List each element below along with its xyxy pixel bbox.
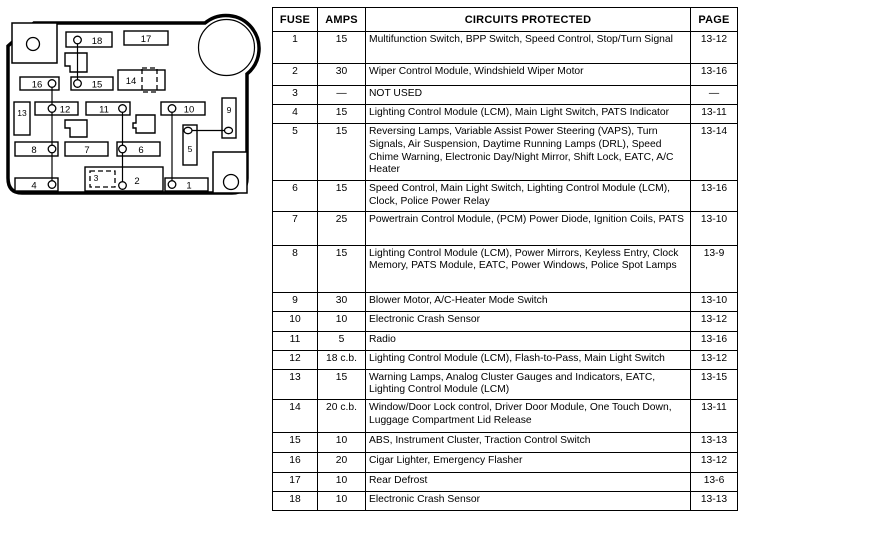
page-cell: 13-16 <box>691 181 738 212</box>
table-row <box>273 492 738 511</box>
fuse-label-13: 13 <box>17 108 27 118</box>
fuse-number-cell: 11 <box>273 331 318 350</box>
fuse-label-5: 5 <box>187 144 193 154</box>
page-cell: 13-12 <box>691 311 738 331</box>
mounting-hole-top-left <box>27 38 40 51</box>
table-row <box>273 32 738 64</box>
circuits-cell: Reversing Lamps, Variable Assist Power Steering (VAPS), Turn Signals, Air Suspension, Daytime Running Lamps (DRL), Speed Chime Warning, Electronic Day/Night Mirror, Shift Lock, EATC, A/C Heater <box>366 124 691 181</box>
fuse-label-4: 4 <box>31 180 37 192</box>
amps-cell: 30 <box>318 64 366 86</box>
fuse-number-cell: 16 <box>273 453 318 473</box>
terminal-circle-10 <box>168 105 176 113</box>
fuse-label-12: 12 <box>59 104 71 116</box>
fuse-label-10: 10 <box>183 104 195 116</box>
table-row <box>273 292 738 311</box>
page-cell: 13-15 <box>691 369 738 400</box>
amps-cell: 15 <box>318 369 366 400</box>
table-row <box>273 105 738 124</box>
table-row <box>273 453 738 473</box>
circuits-cell: Lighting Control Module (LCM), Main Light Switch, PATS Indicator <box>366 105 691 124</box>
fuse-label-6: 6 <box>138 145 144 156</box>
fuse-label-9: 9 <box>226 105 232 115</box>
fuse-number-cell: 17 <box>273 473 318 492</box>
fuse-label-2: 2 <box>134 176 140 187</box>
fuse-label-3: 3 <box>93 173 99 183</box>
amps-cell: 10 <box>318 433 366 453</box>
amps-cell: 25 <box>318 211 366 245</box>
page-cell: — <box>691 86 738 105</box>
column-header-page: PAGE <box>691 8 738 32</box>
terminal-circle-18 <box>74 36 82 44</box>
page-cell: 13-11 <box>691 105 738 124</box>
table-row <box>273 181 738 212</box>
circuits-cell: ABS, Instrument Cluster, Traction Control Switch <box>366 433 691 453</box>
fuse-number-cell: 7 <box>273 211 318 245</box>
page-cell: 13-10 <box>691 211 738 245</box>
fuse-label-16: 16 <box>31 79 43 91</box>
circuits-cell: Powertrain Control Module, (PCM) Power Diode, Ignition Coils, PATS <box>366 211 691 245</box>
fuse-number-cell: 6 <box>273 181 318 212</box>
amps-cell: 10 <box>318 492 366 511</box>
table-row <box>273 64 738 86</box>
circuits-cell: Lighting Control Module (LCM), Flash-to-Pass, Main Light Switch <box>366 350 691 369</box>
circuits-cell: Lighting Control Module (LCM), Power Mirrors, Keyless Entry, Clock Memory, PATS Module, EATC, Power Windows, Police Spot Lamps <box>366 245 691 292</box>
circuits-cell: Electronic Crash Sensor <box>366 311 691 331</box>
fuse-label-8: 8 <box>31 145 37 156</box>
circuits-cell: Window/Door Lock control, Driver Door Module, One Touch Down, Luggage Compartment Lid Release <box>366 400 691 433</box>
fuse-label-1: 1 <box>186 180 192 192</box>
fuse-label-11: 11 <box>99 104 109 116</box>
fuse-number-cell: 3 <box>273 86 318 105</box>
circuits-cell: Electronic Crash Sensor <box>366 492 691 511</box>
table-row <box>273 311 738 331</box>
relay-shape-c <box>133 115 155 133</box>
terminal-circle-2 <box>119 182 127 190</box>
amps-cell: 15 <box>318 181 366 212</box>
fuse-box-13 <box>14 102 30 135</box>
fuse-box-12 <box>35 102 78 115</box>
fuse-box-18 <box>66 32 112 47</box>
fuse-number-cell: 14 <box>273 400 318 433</box>
fuse-label-14: 14 <box>125 76 137 87</box>
terminal-circle-16 <box>48 80 56 88</box>
page-cell: 13-12 <box>691 350 738 369</box>
amps-cell: 15 <box>318 105 366 124</box>
terminal-circle-4 <box>48 181 56 189</box>
fuse-number-cell: 8 <box>273 245 318 292</box>
table-row <box>273 433 738 453</box>
column-header-amps: AMPS <box>318 8 366 32</box>
terminal-circle-11 <box>119 105 127 113</box>
fuse-number-cell: 10 <box>273 311 318 331</box>
table-row <box>273 350 738 369</box>
table-row <box>273 473 738 492</box>
page-cell: 13-6 <box>691 473 738 492</box>
fuse-number-cell: 12 <box>273 350 318 369</box>
page-cell: 13-13 <box>691 433 738 453</box>
table-row <box>273 211 738 245</box>
page-cell: 13-10 <box>691 292 738 311</box>
terminal-circle-12 <box>48 105 56 113</box>
terminal-circle-9 <box>225 127 233 133</box>
amps-cell: — <box>318 86 366 105</box>
terminal-circle-6 <box>119 145 127 153</box>
amps-cell: 30 <box>318 292 366 311</box>
column-header-circuits: CIRCUITS PROTECTED <box>366 8 691 32</box>
page-cell: 13-16 <box>691 331 738 350</box>
table-row <box>273 245 738 292</box>
amps-cell: 10 <box>318 311 366 331</box>
circuits-cell: Multifunction Switch, BPP Switch, Speed Control, Stop/Turn Signal <box>366 32 691 64</box>
page-cell: 13-14 <box>691 124 738 181</box>
table-row <box>273 86 738 105</box>
amps-cell: 15 <box>318 124 366 181</box>
amps-cell: 20 c.b. <box>318 400 366 433</box>
terminal-circle-8 <box>48 145 56 153</box>
mounting-hole-bottom-right <box>224 175 239 190</box>
fuse-number-cell: 1 <box>273 32 318 64</box>
fuse-number-cell: 18 <box>273 492 318 511</box>
fuse-number-cell: 4 <box>273 105 318 124</box>
page-cell: 13-13 <box>691 492 738 511</box>
table-row <box>273 400 738 433</box>
circuits-cell: Blower Motor, A/C-Heater Mode Switch <box>366 292 691 311</box>
fuse-label-17: 17 <box>140 34 152 45</box>
circuits-cell: Warning Lamps, Analog Cluster Gauges and Indicators, EATC, Lighting Control Module (LCM) <box>366 369 691 400</box>
circuits-cell: Speed Control, Main Light Switch, Lighting Control Module (LCM), Clock, Police Power Relay <box>366 181 691 212</box>
terminal-circle-15 <box>74 80 82 88</box>
amps-cell: 20 <box>318 453 366 473</box>
page-cell: 13-11 <box>691 400 738 433</box>
fuse-number-cell: 13 <box>273 369 318 400</box>
page-cell: 13-9 <box>691 245 738 292</box>
amps-cell: 18 c.b. <box>318 350 366 369</box>
table-header-row <box>273 8 738 32</box>
amps-cell: 5 <box>318 331 366 350</box>
fuse-number-cell: 2 <box>273 64 318 86</box>
page-cell: 13-12 <box>691 453 738 473</box>
fuse-label-18: 18 <box>91 36 103 47</box>
fuse-number-cell: 9 <box>273 292 318 311</box>
page-cell: 13-16 <box>691 64 738 86</box>
table-row <box>273 331 738 350</box>
circuits-cell: Wiper Control Module, Windshield Wiper Motor <box>366 64 691 86</box>
page-cell: 13-12 <box>691 32 738 64</box>
table-row <box>273 369 738 400</box>
circuits-cell: NOT USED <box>366 86 691 105</box>
fuse-number-cell: 15 <box>273 433 318 453</box>
column-header-fuse: FUSE <box>273 8 318 32</box>
circuits-cell: Radio <box>366 331 691 350</box>
amps-cell: 15 <box>318 245 366 292</box>
terminal-circle-1 <box>168 181 176 189</box>
circuits-cell: Rear Defrost <box>366 473 691 492</box>
terminal-circle-5 <box>184 127 192 133</box>
table-row <box>273 124 738 181</box>
fuse-label-7: 7 <box>84 145 90 156</box>
fuse-number-cell: 5 <box>273 124 318 181</box>
fuse-table <box>272 7 738 511</box>
amps-cell: 10 <box>318 473 366 492</box>
circuits-cell: Cigar Lighter, Emergency Flasher <box>366 453 691 473</box>
fuse-panel-diagram <box>0 0 270 210</box>
fuse-label-15: 15 <box>91 79 103 91</box>
amps-cell: 15 <box>318 32 366 64</box>
